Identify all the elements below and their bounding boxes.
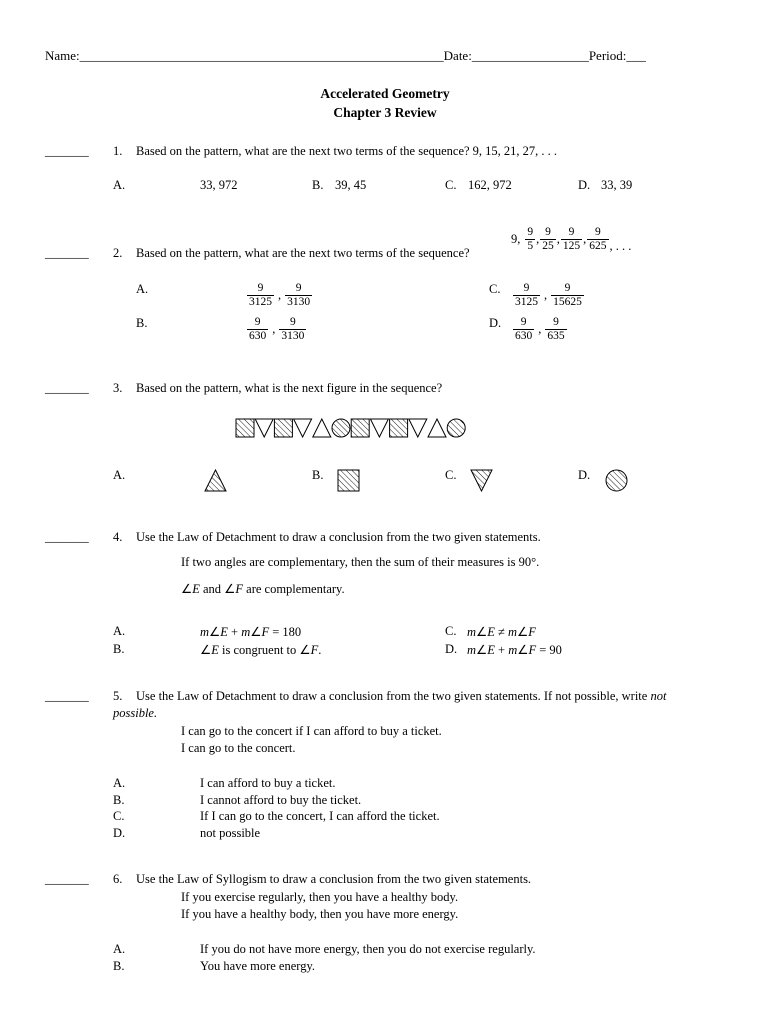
option-value: 33, 972 [200,178,238,192]
statement: ∠E and ∠F are complementary. [181,582,345,596]
question-number: 4. [113,530,123,544]
period-label: Period: [588,48,627,63]
answer-blank-q6[interactable]: _______ [45,872,89,886]
date-label: Date: [443,48,472,63]
question-text: Use the Law of Detachment to draw a conclusion from the two given statements. If not possible, write not [136,689,667,703]
option-value: I can afford to buy a ticket. [200,776,336,790]
statement: I can go to the concert if I can afford to buy a ticket. [181,724,442,738]
question-number: 2. [113,246,123,260]
seq-start: 9, [511,232,521,246]
date-field[interactable]: __________________ [471,48,589,63]
answer-blank-q5[interactable]: _______ [45,689,89,703]
question-text: Based on the pattern, what are the next two terms of the sequence? [136,246,470,260]
fraction: $\frac{9}{625}$ [589,226,607,252]
option-value: $\frac{9}{630}$ , $\frac{9}{3130}$ [249,316,305,342]
name-field[interactable]: ________________________________________________________ [79,48,444,63]
statement: If you have a healthy body, then you have more energy. [181,907,459,921]
option-label[interactable]: B. [113,642,125,656]
fraction: $\frac{9}{25}$ [542,226,554,252]
question-text: Use the Law of Detachment to draw a conclusion from the two given statements. [136,530,541,544]
option-label[interactable]: D. [113,826,126,840]
statement: I can go to the concert. [181,741,296,755]
fraction: $\frac{9}{5}$ [527,226,534,252]
option-value: 162, 972 [468,178,512,192]
option-value: You have more energy. [200,959,316,973]
square-hatched-shape [338,470,359,491]
option-label[interactable]: B. [113,793,125,807]
answer-blank-q2[interactable]: _______ [45,246,89,260]
answer-blank-q3[interactable]: _______ [45,381,89,395]
option-value: ∠E is congruent to ∠F. [200,643,322,657]
statement: If two angles are complementary, then the sum of their measures is 90°. [181,555,540,569]
answer-blank-q4[interactable]: _______ [45,530,89,544]
option-label[interactable]: B. [113,959,125,973]
option-label[interactable]: C. [445,178,457,192]
option-label[interactable]: B. [136,316,148,330]
square-hatched-shape [274,419,292,437]
option-value: 39, 45 [335,178,367,192]
option-label[interactable]: A. [113,468,126,482]
triangle-down-shape [294,419,312,437]
square-hatched-shape [390,419,408,437]
option-value: I cannot afford to buy the ticket. [200,793,362,807]
option-label[interactable]: D. [578,178,591,192]
figure-options [205,470,627,491]
option-label[interactable]: C. [445,624,457,638]
option-label[interactable]: A. [136,282,149,296]
option-label[interactable]: B. [312,178,324,192]
option-value: m∠E + m∠F = 90 [467,643,562,657]
triangle-up-shape [313,419,331,437]
option-value: m∠E ≠ m∠F [467,625,536,639]
statement: If you exercise regularly, then you have a healthy body. [181,890,459,904]
option-label[interactable]: C. [445,468,457,482]
question-number: 1. [113,144,123,158]
option-value: m∠E + m∠F = 180 [200,625,302,639]
option-label[interactable]: A. [113,776,126,790]
option-value: $\frac{9}{3125}$ , $\frac{9}{3130}$ [249,282,311,308]
option-value: If I can go to the concert, I can afford the ticket. [200,809,440,823]
question-text: Based on the pattern, what is the next figure in the sequence? [136,381,443,395]
option-label[interactable]: C. [113,809,125,823]
fraction: $\frac{9}{125}$ [562,226,581,252]
square-hatched-shape [236,419,254,437]
option-value: 33, 39 [601,178,633,192]
sequence-expression: 9, $\frac{9}{5}$ , $\frac{9}{25}$ , $\frac{9}{125}$ , $\frac{9}{625}$ , . . . [511,226,632,253]
question-text: Based on the pattern, what are the next two terms of the sequence? 9, 15, 21, 27, . . . [136,144,558,158]
option-value: $\frac{9}{630}$ , $\frac{9}{635}$ [515,316,565,342]
name-label: Name: [45,48,80,63]
option-label[interactable]: D. [445,642,458,656]
triangle-down-shape [255,419,273,437]
option-value: not possible [200,826,261,840]
question-number: 5. [113,689,123,703]
triangle-down-shape [409,419,427,437]
circle-hatched-shape [447,419,465,437]
circle-hatched-shape [332,419,350,437]
option-label[interactable]: A. [113,178,126,192]
page-subtitle: Chapter 3 Review [333,105,437,120]
option-label[interactable]: B. [312,468,324,482]
question-number: 3. [113,381,123,395]
option-label[interactable]: A. [113,624,126,638]
option-label[interactable]: D. [578,468,591,482]
period-field[interactable]: ___ [626,48,646,63]
square-hatched-shape [351,419,369,437]
triangle-down-hatched-shape [471,470,492,491]
option-label[interactable]: C. [489,282,501,296]
option-value: If you do not have more energy, then you do not exercise regularly. [200,942,536,956]
circle-hatched-shape [606,470,627,491]
triangle-down-shape [370,419,388,437]
page-title: Accelerated Geometry [320,86,450,101]
question-number: 6. [113,872,123,886]
answer-blank-q1[interactable]: _______ [45,144,89,158]
figure-sequence [236,419,465,437]
triangle-up-shape [428,419,446,437]
question-text: Use the Law of Syllogism to draw a conclusion from the two given statements. [136,872,532,886]
triangle-up-hatched-shape [205,470,226,491]
option-label[interactable]: D. [489,316,502,330]
question-text-cont: possible. [113,706,158,720]
option-value: $\frac{9}{3125}$ , $\frac{9}{15625}$ [515,282,582,308]
option-label[interactable]: A. [113,942,126,956]
